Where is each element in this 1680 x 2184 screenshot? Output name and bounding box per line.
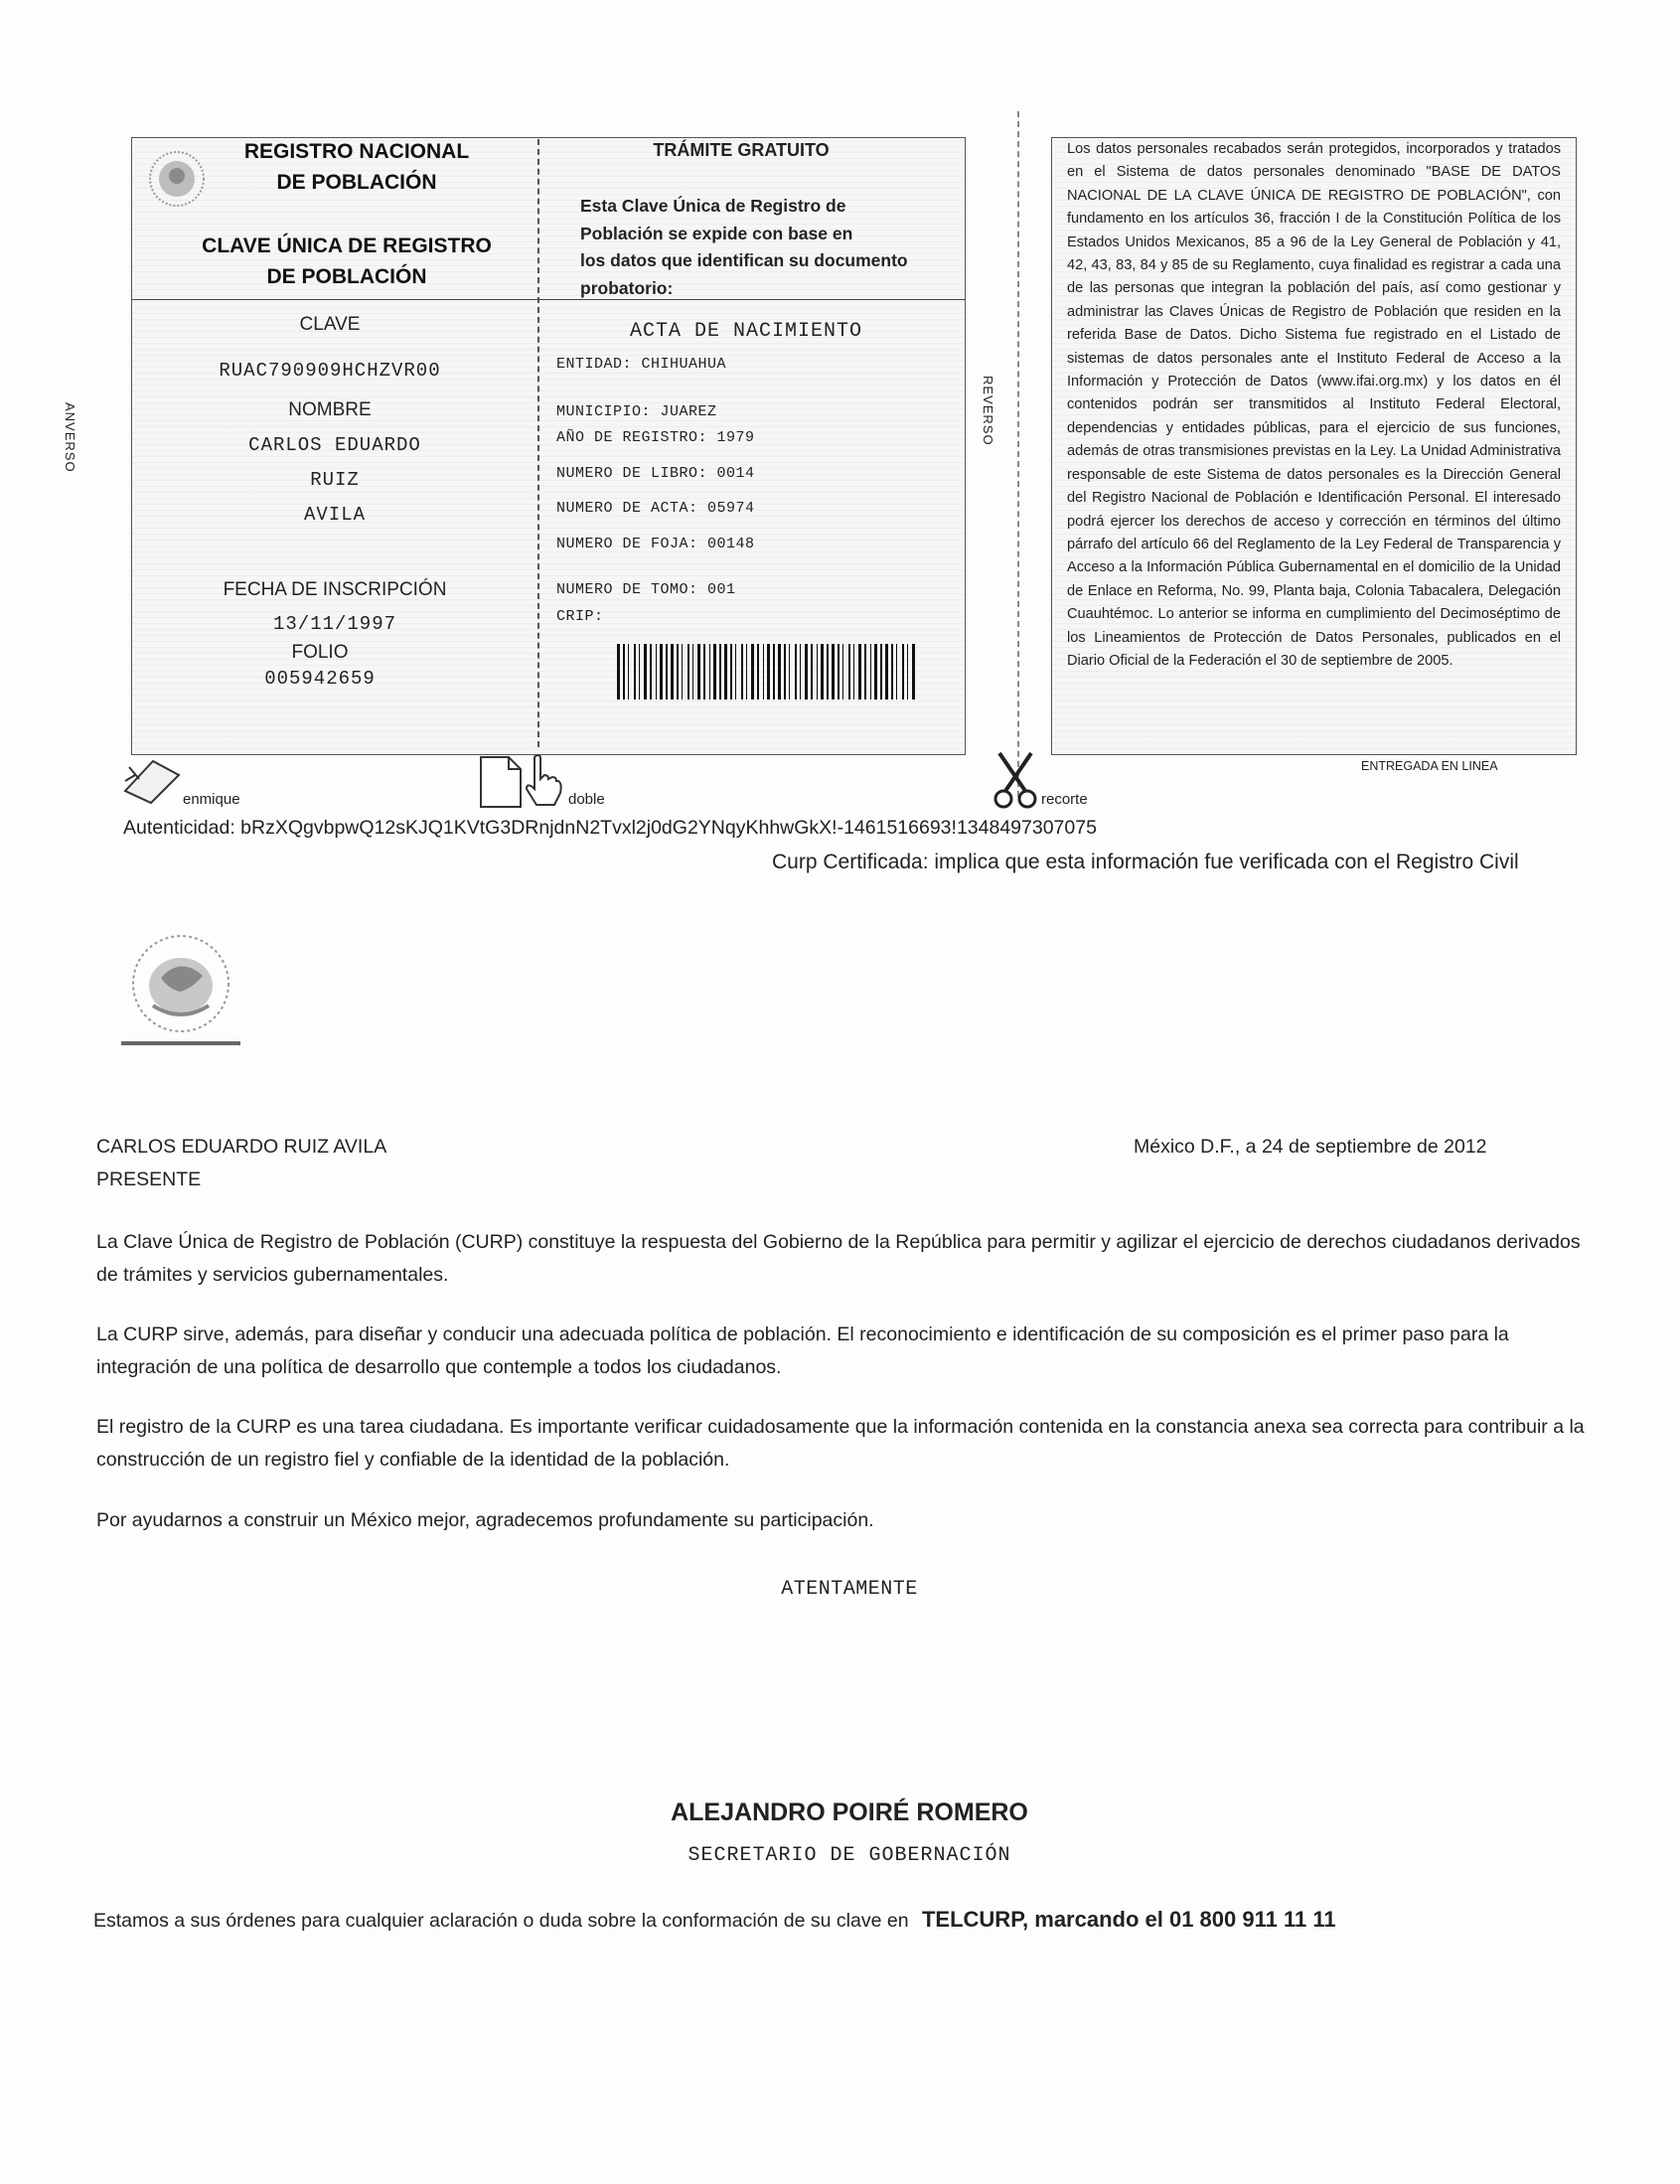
barcode-bar bbox=[617, 644, 620, 700]
barcode-bar bbox=[907, 644, 908, 700]
barcode-bar bbox=[763, 644, 764, 700]
acta-crip: CRIP: bbox=[556, 608, 604, 625]
barcode-bar bbox=[735, 644, 736, 700]
barcode-bar bbox=[874, 644, 877, 700]
card-column-divider bbox=[537, 139, 539, 747]
atentamente: ATENTAMENTE bbox=[781, 1578, 918, 1601]
barcode-bar bbox=[789, 644, 790, 700]
footer-text: Estamos a sus órdenes para cualquier aclaración o duda sobre la conformación de su clave en bbox=[93, 1910, 909, 1932]
paragraph-1: La Clave Única de Registro de Población (CURP) constituye la respuesta del Gobierno de la República para permitir y agilizar el ejercicio de derechos ciudadanos derivados de trámites y servicios gubernamentales. bbox=[96, 1231, 1581, 1286]
barcode-bar bbox=[650, 644, 652, 700]
paragraph-2: La CURP sirve, además, para diseñar y conducir una adecuada política de población. El reconocimiento e identificación de su composición es el primer paso para la integración de una política de desarrollo que contemple a todos los ciudadanos. bbox=[96, 1324, 1509, 1378]
barcode-bar bbox=[912, 644, 915, 700]
acta-entidad: ENTIDAD: CHIHUAHUA bbox=[556, 356, 727, 373]
barcode-bar bbox=[746, 644, 747, 700]
barcode-bar bbox=[639, 644, 640, 700]
enmique-label: enmique bbox=[183, 791, 240, 808]
barcode-bar bbox=[778, 644, 781, 700]
barcode bbox=[615, 644, 921, 700]
header-de-poblacion: DE POBLACIÓN bbox=[266, 265, 427, 288]
barcode-bar bbox=[724, 644, 727, 700]
nombre-label: NOMBRE bbox=[288, 399, 372, 420]
barcode-bar bbox=[741, 644, 743, 700]
barcode-bar bbox=[623, 644, 625, 700]
entregada-en-linea: ENTREGADA EN LINEA bbox=[1361, 759, 1498, 773]
fecha-label: FECHA DE INSCRIPCIÓN bbox=[223, 579, 447, 600]
paragraph-3: El registro de la CURP es una tarea ciudadana. Es importante verificar cuidadosamente que la información contenida en la constancia anexa sea correcta para contribuir a la construcción de un registro fiel y confiable de la identidad de la población. bbox=[96, 1416, 1585, 1471]
barcode-bar bbox=[858, 644, 861, 700]
page-icon bbox=[477, 755, 525, 809]
nombre-value-3: AVILA bbox=[303, 504, 366, 526]
clave-label: CLAVE bbox=[299, 314, 361, 335]
barcode-bar bbox=[751, 644, 754, 700]
barcode-bar bbox=[713, 644, 716, 700]
recipient-presente: PRESENTE bbox=[96, 1169, 202, 1190]
recipient-name: CARLOS EDUARDO RUIZ AVILA bbox=[96, 1136, 387, 1158]
barcode-bar bbox=[885, 644, 888, 700]
barcode-bar bbox=[697, 644, 700, 700]
nombre-value-2: RUIZ bbox=[310, 469, 360, 491]
fold-icon bbox=[117, 747, 187, 807]
acta-numero-acta: NUMERO DE ACTA: 05974 bbox=[556, 500, 755, 517]
reverso-label: REVERSO bbox=[981, 376, 995, 446]
header-poblacion: DE POBLACIÓN bbox=[276, 171, 437, 194]
privacy-notice: Los datos personales recabados serán protegidos, incorporados y tratados en el Sistema de datos personales denominado "BASE DE DATOS NACIONAL DE LA CLAVE ÚNICA DE REGISTRO DE POBLACIÓN", con fundamento en los artículos 36, fracción I de la Constitución Política de los Estados Unidos Mexicanos, 85 a 96 de la Ley General de Población y 41, 42, 43, 83, 84 y 85 de su Reglamento, cuya finalidad es registrar a cada una de las personas que integran la población del país, así como gestionar y administrar las Claves Únicas de Registro de Población que residen en la referida Base de Datos. Dicho Sistema fue registrado en el Listado de sistemas de datos personales ante el Instituto Federal de Acceso a la Información y Protección de Datos (www.ifai.org.mx) y los datos en él contenidos podrán ser transmitidos al Instituto Federal Electoral, dependencias y entidades públicas, para el ejercicio de sus funciones, además de otras transmisiones previstas en la Ley. La Unidad Administrativa responsable de este Sistema de datos personales es la Dirección General del Registro Nacional de Población e Identificación Personal. El interesado podrá ejercer los derechos de acceso y corrección en términos del último párrafo del artículo 66 del Reglamento de la Ley Federal de Transparencia y Acceso a la Información Pública Gubernamental en el domicilio de la Unidad de Enlace en Reforma, No. 99, Planta baja, Colonia Tabacalera, Delegación Cuauhtémoc. Lo anterior se informa en cumplimiento del Decimoséptimo de los Lineamientos de Protección de Datos Personales, publicados en el Diario Oficial de la Federación el 30 de septiembre de 2005. bbox=[1067, 141, 1561, 669]
barcode-bar bbox=[634, 644, 636, 700]
barcode-bar bbox=[811, 644, 813, 700]
barcode-bar bbox=[800, 644, 801, 700]
barcode-bar bbox=[687, 644, 689, 700]
barcode-bar bbox=[842, 644, 843, 700]
barcode-bar bbox=[838, 644, 840, 700]
barcode-bar bbox=[832, 644, 835, 700]
anverso-label: ANVERSO bbox=[63, 402, 77, 473]
barcode-bar bbox=[864, 644, 866, 700]
date-place: México D.F., a 24 de septiembre de 2012 bbox=[1134, 1136, 1487, 1158]
barcode-bar bbox=[773, 644, 775, 700]
barcode-bar bbox=[677, 644, 679, 700]
barcode-bar bbox=[671, 644, 674, 700]
acta-anio-registro: AÑO DE REGISTRO: 1979 bbox=[556, 429, 755, 446]
nombre-value-1: CARLOS EDUARDO bbox=[248, 434, 421, 456]
barcode-bar bbox=[784, 644, 786, 700]
barcode-bar bbox=[692, 644, 693, 700]
clave-value: RUAC790909HCHZVR00 bbox=[219, 360, 441, 382]
footer-phone: TELCURP, marcando el 01 800 911 11 11 bbox=[921, 1907, 1336, 1932]
barcode-bar bbox=[703, 644, 705, 700]
barcode-bar bbox=[628, 644, 629, 700]
signer-name: ALEJANDRO POIRÉ ROMERO bbox=[671, 1798, 1028, 1826]
barcode-bar bbox=[795, 644, 797, 700]
barcode-bar bbox=[757, 644, 759, 700]
paragraph-4: Por ayudarnos a construir un México mejor, agradecemos profundamente su participación. bbox=[96, 1509, 874, 1531]
header-registro: REGISTRO NACIONAL bbox=[243, 140, 470, 163]
fecha-value: 13/11/1997 bbox=[272, 613, 397, 635]
fold-line bbox=[1017, 111, 1019, 797]
barcode-bar bbox=[880, 644, 882, 700]
tramite-gratuito: TRÁMITE GRATUITO bbox=[653, 140, 830, 160]
folio-label: FOLIO bbox=[291, 642, 349, 663]
hand-pointer-icon bbox=[523, 753, 562, 809]
barcode-bar bbox=[709, 644, 710, 700]
barcode-bar bbox=[656, 644, 657, 700]
barcode-bar bbox=[848, 644, 850, 700]
acta-numero-foja: NUMERO DE FOJA: 00148 bbox=[556, 536, 755, 552]
expide-text: Esta Clave Única de Registro de Población se expide con base en los datos que identifican su documento probatorio: bbox=[580, 196, 908, 298]
barcode-bar bbox=[682, 644, 683, 700]
barcode-bar bbox=[821, 644, 824, 700]
barcode-bar bbox=[660, 644, 663, 700]
barcode-bar bbox=[853, 644, 854, 700]
barcode-bar bbox=[902, 644, 904, 700]
acta-numero-libro: NUMERO DE LIBRO: 0014 bbox=[556, 465, 755, 482]
curp-certificada: Curp Certificada: implica que esta información fue verificada con el Registro Civil bbox=[772, 851, 1519, 873]
barcode-bar bbox=[870, 644, 871, 700]
barcode-bar bbox=[891, 644, 893, 700]
barcode-bar bbox=[644, 644, 647, 700]
seal-icon bbox=[147, 149, 207, 209]
barcode-bar bbox=[805, 644, 808, 700]
recorte-label: recorte bbox=[1041, 791, 1088, 808]
barcode-bar bbox=[666, 644, 668, 700]
acta-numero-tomo: NUMERO DE TOMO: 001 bbox=[556, 581, 736, 598]
signer-title: SECRETARIO DE GOBERNACIÓN bbox=[687, 1844, 1011, 1867]
barcode-bar bbox=[896, 644, 897, 700]
folio-value: 005942659 bbox=[264, 668, 376, 690]
barcode-bar bbox=[719, 644, 721, 700]
acta-municipio: MUNICIPIO: JUAREZ bbox=[556, 403, 717, 420]
header-clave-unica: CLAVE ÚNICA DE REGISTRO bbox=[202, 234, 492, 257]
barcode-bar bbox=[827, 644, 829, 700]
mexico-coat-of-arms-icon bbox=[111, 926, 250, 1053]
doble-label: doble bbox=[568, 791, 605, 808]
barcode-bar bbox=[767, 644, 770, 700]
footer-contact bbox=[93, 1907, 1336, 1933]
barcode-bar bbox=[817, 644, 818, 700]
scissors-icon bbox=[992, 751, 1041, 811]
barcode-bar bbox=[730, 644, 732, 700]
acta-title: ACTA DE NACIMIENTO bbox=[629, 320, 863, 343]
autenticidad: Autenticidad: bRzXQgvbpwQ12sKJQ1KVtG3DRnjdnN2Tvxl2j0dG2YNqyKhhwGkX!-1461516693!1348497307075 bbox=[123, 817, 1097, 839]
